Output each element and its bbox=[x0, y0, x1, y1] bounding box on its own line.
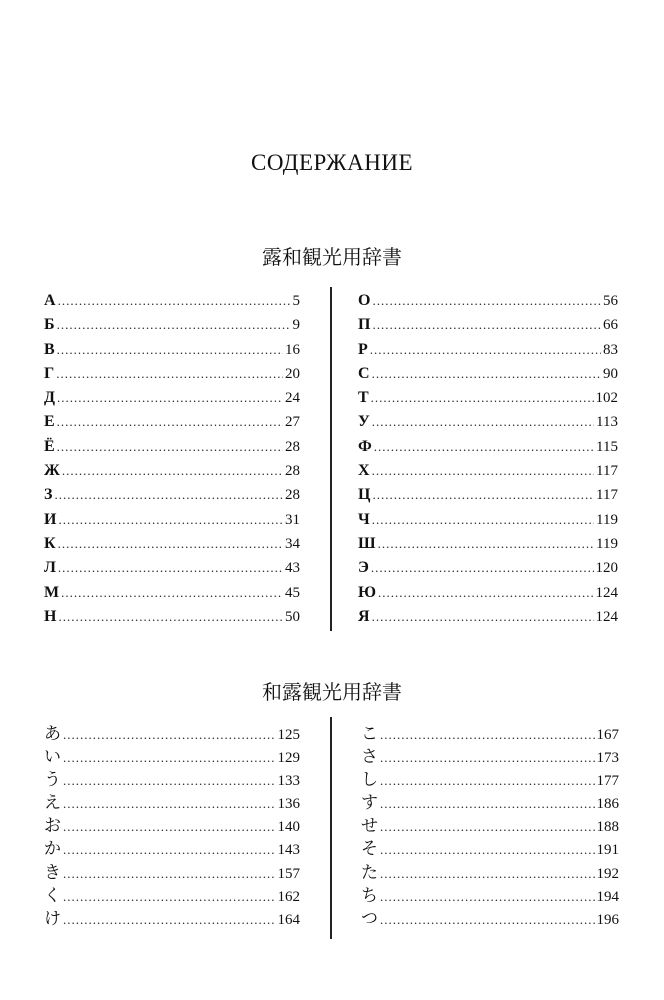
toc-entry-page-number: 192 bbox=[596, 865, 619, 882]
dot-leader bbox=[58, 557, 283, 579]
toc-entry-letter: い bbox=[44, 747, 61, 768]
toc-entry-page-number: 56 bbox=[603, 293, 618, 309]
toc-entry-letter: Р bbox=[358, 340, 368, 358]
dot-leader bbox=[372, 290, 601, 312]
toc-entry-letter: У bbox=[358, 413, 370, 431]
dot-leader bbox=[370, 339, 601, 361]
toc-entry[interactable] bbox=[358, 533, 618, 557]
dot-leader bbox=[372, 509, 594, 531]
toc-entry-letter: し bbox=[361, 770, 378, 791]
toc-entry-letter: え bbox=[44, 793, 61, 814]
toc-entry[interactable] bbox=[358, 363, 618, 387]
toc-entry-page-number: 102 bbox=[595, 390, 618, 407]
column-divider bbox=[330, 287, 332, 631]
toc-entry-letter: こ bbox=[361, 724, 378, 744]
toc-entry-page-number: 173 bbox=[596, 750, 619, 767]
toc-entry[interactable] bbox=[44, 908, 300, 931]
toc-entry-letter: Ё bbox=[44, 437, 55, 455]
toc-entry[interactable] bbox=[44, 815, 300, 838]
toc-entry[interactable] bbox=[44, 838, 300, 861]
toc-entry-page-number: 164 bbox=[277, 911, 300, 928]
toc-entry-letter: А bbox=[44, 292, 56, 309]
toc-entry-letter: け bbox=[44, 908, 61, 929]
dot-leader bbox=[56, 363, 283, 385]
toc-entry-page-number: 90 bbox=[603, 365, 618, 382]
dot-leader bbox=[380, 793, 595, 815]
toc-entry[interactable] bbox=[44, 387, 300, 411]
dot-leader bbox=[374, 436, 594, 458]
toc-entry[interactable] bbox=[358, 411, 618, 435]
toc-entry-letter: И bbox=[44, 510, 57, 528]
toc-entry-page-number: 9 bbox=[292, 317, 300, 334]
toc-entry-page-number: 24 bbox=[285, 390, 300, 407]
toc-entry-page-number: 140 bbox=[277, 819, 300, 836]
toc-entry[interactable] bbox=[44, 436, 300, 460]
toc-entry-letter: す bbox=[361, 793, 378, 814]
dot-leader bbox=[380, 724, 595, 746]
toc-entry-page-number: 191 bbox=[596, 842, 619, 859]
toc-entry-page-number: 20 bbox=[285, 365, 300, 382]
toc-entry-letter: С bbox=[358, 364, 370, 382]
toc-entry[interactable] bbox=[358, 509, 618, 533]
toc-entry[interactable] bbox=[358, 339, 618, 363]
toc-entry[interactable] bbox=[44, 557, 300, 581]
toc-entry-letter: Л bbox=[44, 559, 56, 577]
toc-entry-letter: О bbox=[358, 292, 371, 309]
toc-entry-letter: В bbox=[44, 340, 55, 358]
toc-entry-page-number: 31 bbox=[285, 511, 300, 528]
dot-leader bbox=[63, 747, 276, 769]
toc-entry-letter: さ bbox=[361, 747, 378, 768]
section-heading-russian-japanese: 露和観光用辞書 bbox=[262, 245, 402, 269]
toc-entry-page-number: 124 bbox=[595, 608, 618, 625]
toc-entry[interactable] bbox=[44, 723, 300, 746]
dot-leader bbox=[380, 886, 595, 908]
toc-entry-letter: Э bbox=[358, 559, 369, 577]
toc-entry-page-number: 28 bbox=[285, 463, 300, 480]
toc-entry-letter: Ч bbox=[358, 510, 370, 528]
dot-leader bbox=[372, 314, 601, 336]
dot-leader bbox=[372, 363, 601, 385]
toc-entry[interactable] bbox=[44, 606, 300, 630]
toc-column-russian-right bbox=[358, 290, 618, 630]
toc-entry-letter: Х bbox=[358, 462, 370, 480]
toc-entry-letter: お bbox=[44, 816, 61, 837]
toc-entry-page-number: 143 bbox=[277, 842, 300, 859]
toc-entry-page-number: 120 bbox=[595, 560, 618, 577]
toc-entry-page-number: 167 bbox=[596, 727, 619, 743]
toc-entry-letter: Б bbox=[44, 316, 55, 334]
dot-leader bbox=[372, 411, 594, 433]
toc-entry-page-number: 133 bbox=[277, 773, 300, 790]
toc-entry[interactable] bbox=[44, 484, 300, 508]
toc-column-japanese-right bbox=[361, 723, 619, 931]
toc-entry[interactable] bbox=[44, 582, 300, 606]
toc-entry-page-number: 186 bbox=[596, 796, 619, 813]
dot-leader bbox=[57, 387, 283, 409]
toc-entry-page-number: 43 bbox=[285, 560, 300, 577]
toc-entry-page-number: 157 bbox=[277, 865, 300, 882]
toc-entry-page-number: 129 bbox=[277, 750, 300, 767]
dot-leader bbox=[378, 582, 593, 604]
toc-entry-page-number: 125 bbox=[277, 727, 300, 743]
toc-entry-letter: Ш bbox=[358, 534, 376, 552]
toc-entry-page-number: 16 bbox=[285, 341, 300, 358]
dot-leader bbox=[57, 411, 283, 433]
toc-entry[interactable] bbox=[44, 746, 300, 769]
toc-entry-letter: Т bbox=[358, 389, 369, 407]
dot-leader bbox=[380, 909, 595, 931]
toc-entry-page-number: 117 bbox=[596, 487, 618, 504]
toc-entry-letter: Ц bbox=[358, 486, 371, 504]
toc-entry-page-number: 34 bbox=[285, 535, 300, 552]
toc-entry[interactable] bbox=[44, 314, 300, 338]
toc-entry-letter: か bbox=[44, 839, 61, 860]
toc-entry-letter: Д bbox=[44, 389, 56, 407]
toc-entry-letter: З bbox=[44, 486, 53, 504]
dot-leader bbox=[63, 839, 276, 861]
dot-leader bbox=[63, 863, 276, 885]
toc-entry-letter: Ю bbox=[358, 583, 377, 601]
toc-entry-page-number: 66 bbox=[603, 317, 618, 334]
toc-entry-page-number: 136 bbox=[277, 796, 300, 813]
toc-entry-letter: ち bbox=[361, 885, 378, 906]
dot-leader bbox=[63, 724, 276, 746]
toc-entry-letter: К bbox=[44, 534, 56, 552]
dot-leader bbox=[58, 509, 283, 531]
toc-entry[interactable] bbox=[358, 582, 618, 606]
toc-entry-page-number: 27 bbox=[285, 414, 300, 431]
toc-entry[interactable] bbox=[358, 460, 618, 484]
section-heading-japanese-russian: 和露観光用辞書 bbox=[262, 680, 402, 704]
dot-leader bbox=[57, 339, 283, 361]
toc-column-russian-left bbox=[44, 290, 300, 630]
toc-entry-page-number: 50 bbox=[285, 608, 300, 625]
toc-entry[interactable] bbox=[361, 769, 619, 792]
toc-entry-page-number: 117 bbox=[596, 463, 618, 480]
toc-entry-page-number: 45 bbox=[285, 584, 300, 601]
toc-entry[interactable] bbox=[361, 838, 619, 861]
toc-entry-letter: Я bbox=[358, 607, 370, 625]
toc-entry-page-number: 177 bbox=[596, 773, 619, 790]
dot-leader bbox=[62, 460, 283, 482]
toc-column-japanese-left bbox=[44, 723, 300, 931]
toc-entry[interactable] bbox=[44, 411, 300, 435]
toc-entry-letter: Н bbox=[44, 607, 57, 625]
dot-leader bbox=[57, 436, 283, 458]
toc-entry-letter: Ф bbox=[358, 437, 372, 455]
column-divider bbox=[330, 717, 332, 939]
toc-entry[interactable] bbox=[44, 792, 300, 815]
toc-entry-letter: М bbox=[44, 583, 60, 601]
dot-leader bbox=[58, 290, 291, 312]
toc-entry-letter: Е bbox=[44, 413, 55, 431]
toc-entry[interactable] bbox=[361, 815, 619, 838]
toc-entry[interactable] bbox=[44, 290, 300, 314]
dot-leader bbox=[63, 886, 276, 908]
toc-entry-letter: き bbox=[44, 862, 61, 883]
toc-entry-page-number: 119 bbox=[596, 511, 618, 528]
toc-entry[interactable] bbox=[358, 314, 618, 338]
toc-entry-page-number: 194 bbox=[596, 888, 619, 905]
toc-entry-page-number: 119 bbox=[596, 535, 618, 552]
toc-entry-letter: П bbox=[358, 316, 371, 334]
toc-entry-page-number: 113 bbox=[596, 414, 618, 431]
dot-leader bbox=[371, 557, 594, 579]
toc-entry[interactable] bbox=[44, 885, 300, 908]
toc-entry-page-number: 28 bbox=[285, 438, 300, 455]
toc-entry[interactable] bbox=[44, 769, 300, 792]
toc-entry[interactable] bbox=[358, 484, 618, 508]
dot-leader bbox=[380, 863, 595, 885]
toc-entry[interactable] bbox=[361, 862, 619, 885]
toc-entry[interactable] bbox=[44, 460, 300, 484]
dot-leader bbox=[58, 606, 283, 628]
toc-entry[interactable] bbox=[361, 746, 619, 769]
dot-leader bbox=[380, 770, 595, 792]
toc-entry[interactable] bbox=[358, 606, 618, 630]
toc-entry[interactable] bbox=[44, 509, 300, 533]
toc-entry[interactable] bbox=[44, 862, 300, 885]
toc-entry[interactable] bbox=[361, 723, 619, 746]
toc-entry-page-number: 162 bbox=[277, 888, 300, 905]
toc-entry-letter: Ж bbox=[44, 462, 60, 480]
dot-leader bbox=[63, 816, 276, 838]
toc-entry-letter: う bbox=[44, 770, 61, 791]
toc-entry-letter: た bbox=[361, 862, 378, 883]
dot-leader bbox=[372, 484, 594, 506]
toc-entry[interactable] bbox=[44, 533, 300, 557]
dot-leader bbox=[57, 314, 291, 336]
toc-entry-letter: つ bbox=[361, 908, 378, 929]
toc-entry[interactable] bbox=[44, 363, 300, 387]
toc-entry[interactable] bbox=[44, 339, 300, 363]
dot-leader bbox=[372, 606, 594, 628]
toc-entry-letter: く bbox=[44, 885, 61, 906]
toc-entry-page-number: 115 bbox=[596, 438, 618, 455]
toc-entry-letter: あ bbox=[44, 724, 61, 744]
toc-entry[interactable] bbox=[358, 387, 618, 411]
dot-leader bbox=[54, 484, 283, 506]
toc-entry-page-number: 28 bbox=[285, 487, 300, 504]
dot-leader bbox=[58, 533, 283, 555]
toc-entry-letter: Г bbox=[44, 364, 55, 382]
dot-leader bbox=[378, 533, 594, 555]
toc-entry-page-number: 83 bbox=[603, 341, 618, 358]
toc-entry-letter: そ bbox=[361, 839, 378, 860]
dot-leader bbox=[380, 839, 595, 861]
dot-leader bbox=[371, 387, 594, 409]
toc-entry[interactable] bbox=[361, 885, 619, 908]
dot-leader bbox=[63, 770, 276, 792]
toc-entry-page-number: 5 bbox=[292, 293, 300, 309]
toc-entry[interactable] bbox=[358, 436, 618, 460]
dot-leader bbox=[372, 460, 594, 482]
dot-leader bbox=[380, 816, 595, 838]
toc-entry[interactable] bbox=[361, 792, 619, 815]
dot-leader bbox=[63, 793, 276, 815]
dot-leader bbox=[63, 909, 276, 931]
toc-entry-letter: せ bbox=[361, 816, 378, 837]
toc-entry[interactable] bbox=[358, 290, 618, 314]
toc-entry[interactable] bbox=[361, 908, 619, 931]
dot-leader bbox=[380, 747, 595, 769]
toc-entry[interactable] bbox=[358, 557, 618, 581]
page-title: СОДЕРЖАНИЕ bbox=[250, 150, 413, 175]
toc-entry-page-number: 124 bbox=[595, 584, 618, 601]
toc-entry-page-number: 188 bbox=[596, 819, 619, 836]
dot-leader bbox=[61, 582, 283, 604]
toc-entry-page-number: 196 bbox=[596, 911, 619, 928]
